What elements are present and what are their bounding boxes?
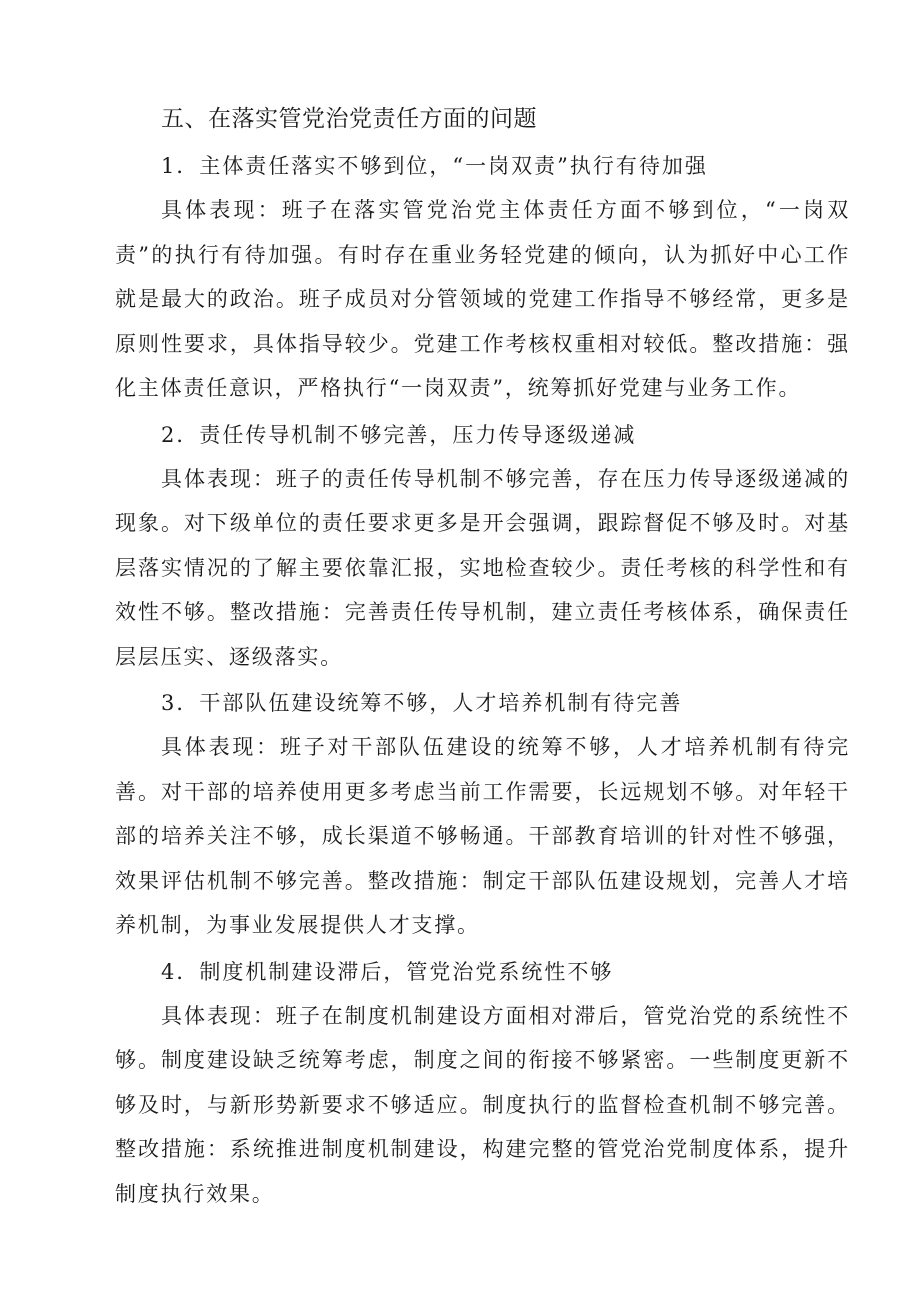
section-heading: 五、在落实管党治党责任方面的问题: [161, 106, 537, 132]
issue-title: 4．制度机制建设滞后，管党治党系统性不够: [161, 959, 614, 984]
issue-title: 3．干部队伍建设统筹不够，人才培养机制有待完善: [161, 691, 683, 715]
issue-body: 具体表现：班子在制度机制建设方面相对滞后，管党治党的系统性不够。制度建设缺乏统筹考虑，制度之间的衔接不够紧密。一些制度更新不够及时，与新形势新要求不够适应。制度执行的监督检查机制不够完善。整改措施：系统推进制度机制建设，构建完整的管党治党制度体系，提升制度执行效果。: [115, 1003, 850, 1206]
issue-title: 2．责任传导机制不够完善，压力传导逐级递减: [161, 422, 637, 447]
document-content: [115, 98, 850, 1218]
issue-body: 具体表现：班子对干部队伍建设的统筹不够，人才培养机制有待完善。对干部的培养使用更多考虑当前工作需要，长远规划不够。对年轻干部的培养关注不够，成长渠道不够畅通。干部教育培训的针对性不够强，效果评估机制不够完善。整改措施：制定干部队伍建设规划，完善人才培养机制，为事业发展提供人才支撑。: [115, 735, 850, 937]
issue-title: 1．主体责任落实不够到位，“一岗双责”执行有待加强: [161, 154, 708, 178]
issue-item-2: [115, 413, 850, 680]
issue-item-4: [115, 950, 850, 1217]
issue-item-1: [115, 144, 850, 411]
issue-body: 具体表现：班子在落实管党治党主体责任方面不够到位，“一岗双责”的执行有待加强。有时存在重业务轻党建的倾向，认为抓好中心工作就是最大的政治。班子成员对分管领域的党建工作指导不够经常，更多是原则性要求，具体指导较少。党建工作考核权重相对较低。整改措施：强化主体责任意识，严格执行“一岗双责”，统筹抓好党建与业务工作。: [115, 198, 850, 400]
issue-body: 具体表现：班子的责任传导机制不够完善，存在压力传导逐级递减的现象。对下级单位的责任要求更多是开会强调，跟踪督促不够及时。对基层落实情况的了解主要依靠汇报，实地检查较少。责任考核的科学性和有效性不够。整改措施：完善责任传导机制，建立责任考核体系，确保责任层层压实、逐级落实。: [115, 466, 850, 669]
issue-item-3: [115, 681, 850, 948]
